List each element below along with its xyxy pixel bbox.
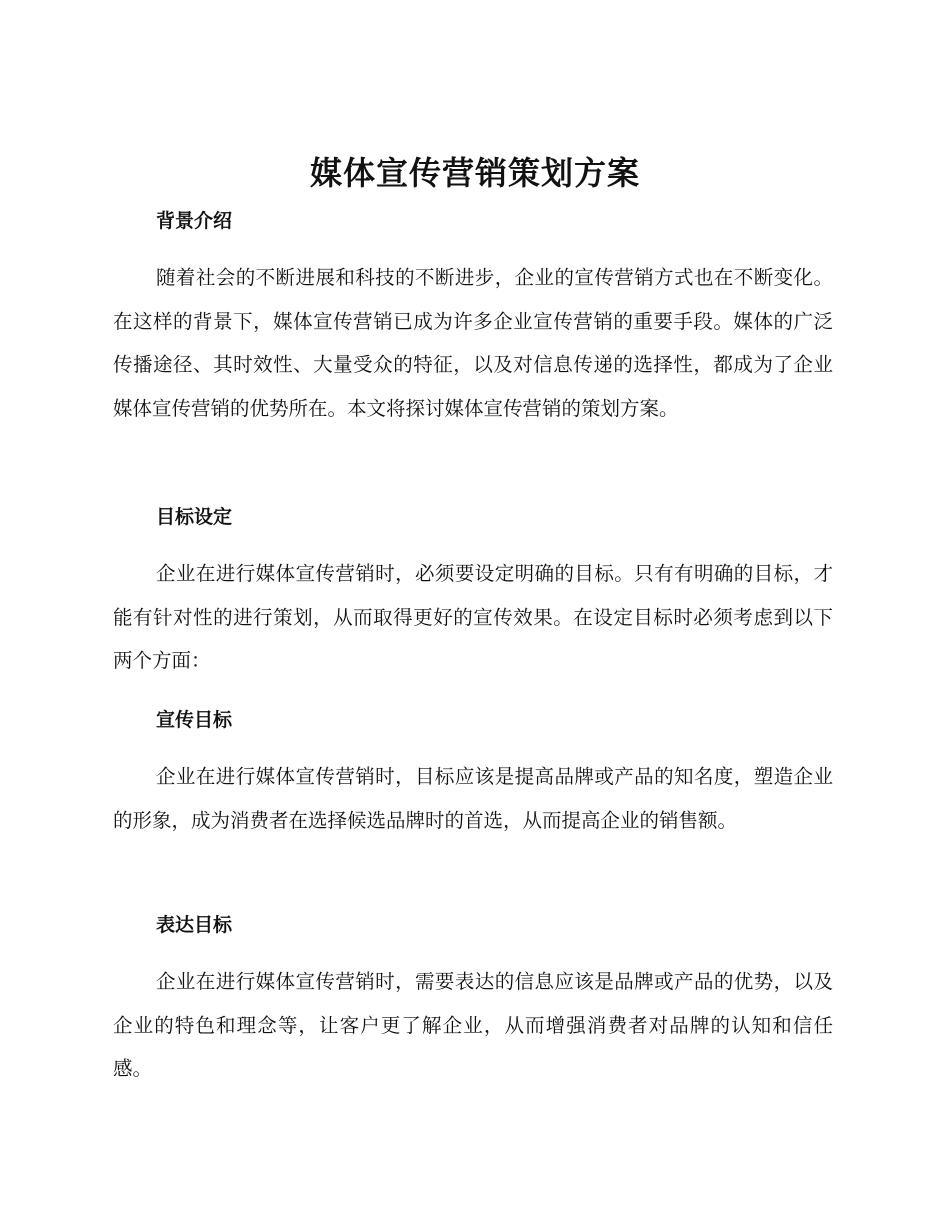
section-paragraph-background: 随着社会的不断进展和科技的不断进步，企业的宣传营销方式也在不断变化。在这样的背景下，媒体宣传营销已成为许多企业宣传营销的重要手段。媒体的广泛传播途径、其时效性、大量受众的特征，以及对信息传递的选择性，都成为了企业媒体宣传营销的优势所在。本文将探讨媒体宣传营销的策划方案。: [113, 266, 833, 420]
section-paragraph-promotion-goal: 企业在进行媒体宣传营销时，目标应该是提高品牌或产品的知名度，塑造企业的形象，成为消费者在选择候选品牌时的首选，从而提高企业的销售额。: [113, 765, 833, 832]
section-heading-goal-setting: 目标设定: [156, 506, 233, 528]
section-heading-expression-goal: 表达目标: [156, 914, 233, 936]
document-title: 媒体宣传营销策划方案: [309, 154, 640, 192]
section-paragraph-goal-setting: 企业在进行媒体宣传营销时，必须要设定明确的目标。只有有明确的目标，才能有针对性的进行策划，从而取得更好的宣传效果。在设定目标时必须考虑到以下两个方面：: [113, 562, 833, 673]
section-paragraph-expression-goal: 企业在进行媒体宣传营销时，需要表达的信息应该是品牌或产品的优势，以及企业的特色和理念等，让客户更了解企业，从而增强消费者对品牌的认知和信任感。: [113, 970, 833, 1081]
section-heading-background: 背景介绍: [156, 210, 233, 232]
section-heading-promotion-goal: 宣传目标: [156, 709, 233, 731]
